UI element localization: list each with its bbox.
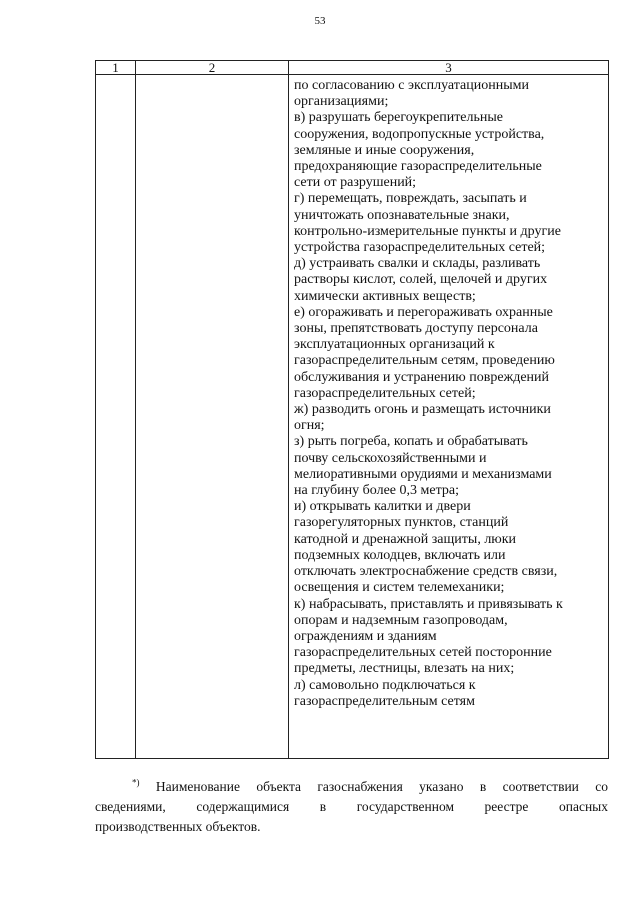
text-line: ограждениям и зданиям [294, 628, 437, 644]
footnote-line-2: сведениями, содержащимися в государственном реестре опасных [95, 799, 608, 814]
table-row [96, 75, 609, 759]
text-line: уничтожать опознавательные знаки, [294, 207, 510, 223]
text-line: газораспределительных сетей посторонние [294, 645, 552, 661]
text-line: мелиоративными орудиями и механизмами [294, 466, 552, 482]
text-line: по согласованию с эксплуатационными [294, 78, 529, 93]
text-line: эксплуатационных организаций к [294, 337, 495, 353]
text-line: к) набрасывать, приставлять и привязывать к [294, 596, 563, 612]
text-line: огня; [294, 418, 325, 434]
text-line: контрольно-измерительные пункты и другие [294, 223, 561, 239]
column-header-1: 1 [96, 61, 136, 75]
footnote-line-3: производственных объектов. [95, 819, 261, 834]
text-line: газорегуляторных пунктов, станций [294, 515, 509, 531]
text-line: ж) разводить огонь и размещать источники [294, 402, 551, 418]
column-header-2: 2 [136, 61, 289, 75]
text-line: сети от разрушений; [294, 175, 417, 191]
footnote-marker: *) [132, 777, 140, 788]
text-line: почву сельскохозяйственными и [294, 450, 487, 466]
text-line: е) огораживать и перегораживать охранные [294, 304, 553, 320]
text-line: катодной и дренажной защиты, люки [294, 531, 517, 547]
text-line: обслуживания и устранению повреждений [294, 369, 550, 385]
text-line: земляные и иные сооружения, [294, 142, 475, 158]
text-line: подземных колодцев, включать или [294, 547, 506, 563]
text-line: газораспределительных сетей; [294, 385, 476, 401]
text-line: предметы, лестницы, влезать на них; [294, 661, 515, 677]
cell-column-3 [289, 75, 609, 759]
page-number: 53 [314, 15, 326, 27]
text-line: отключать электроснабжение средств связи, [294, 564, 558, 580]
text-line: зоны, препятствовать доступу персонала [294, 321, 538, 337]
text-line: сооружения, водопропускные устройства, [294, 126, 545, 142]
text-line: на глубину более 0,3 метра; [294, 483, 459, 499]
text-line: растворы кислот, солей, щелочей и других [294, 272, 548, 288]
cell-column-1 [96, 75, 136, 759]
text-line: в) разрушать берегоукрепительные [294, 110, 504, 126]
text-line: д) устраивать свалки и склады, разливать [294, 256, 541, 272]
text-line: предохраняющие газораспределительные [294, 159, 542, 175]
text-line: газораспределительным сетям, проведению [294, 353, 555, 369]
text-line: газораспределительным сетям [294, 693, 475, 709]
requirements-table [95, 60, 609, 759]
text-line: химически активных веществ; [294, 288, 476, 304]
table-header-row [96, 61, 609, 75]
column-header-3: 3 [289, 61, 609, 75]
text-line: освещения и систем телемеханики; [294, 580, 505, 596]
text-line: л) самовольно подключаться к [294, 677, 476, 693]
footnote-line-1 [95, 778, 608, 796]
text-line: г) перемещать, повреждать, засыпать и [294, 191, 527, 207]
text-line: устройства газораспределительных сетей; [294, 240, 546, 256]
cell-column-2 [136, 75, 289, 759]
text-line: и) открывать калитки и двери [294, 499, 471, 515]
text-line: з) рыть погреба, копать и обрабатывать [294, 434, 528, 450]
text-line: опорам и надземным газопроводам, [294, 612, 508, 628]
footnote-text-1: Наименование объекта газоснабжения указано в соответствии со [155, 779, 609, 794]
text-line: организациями; [294, 94, 389, 110]
